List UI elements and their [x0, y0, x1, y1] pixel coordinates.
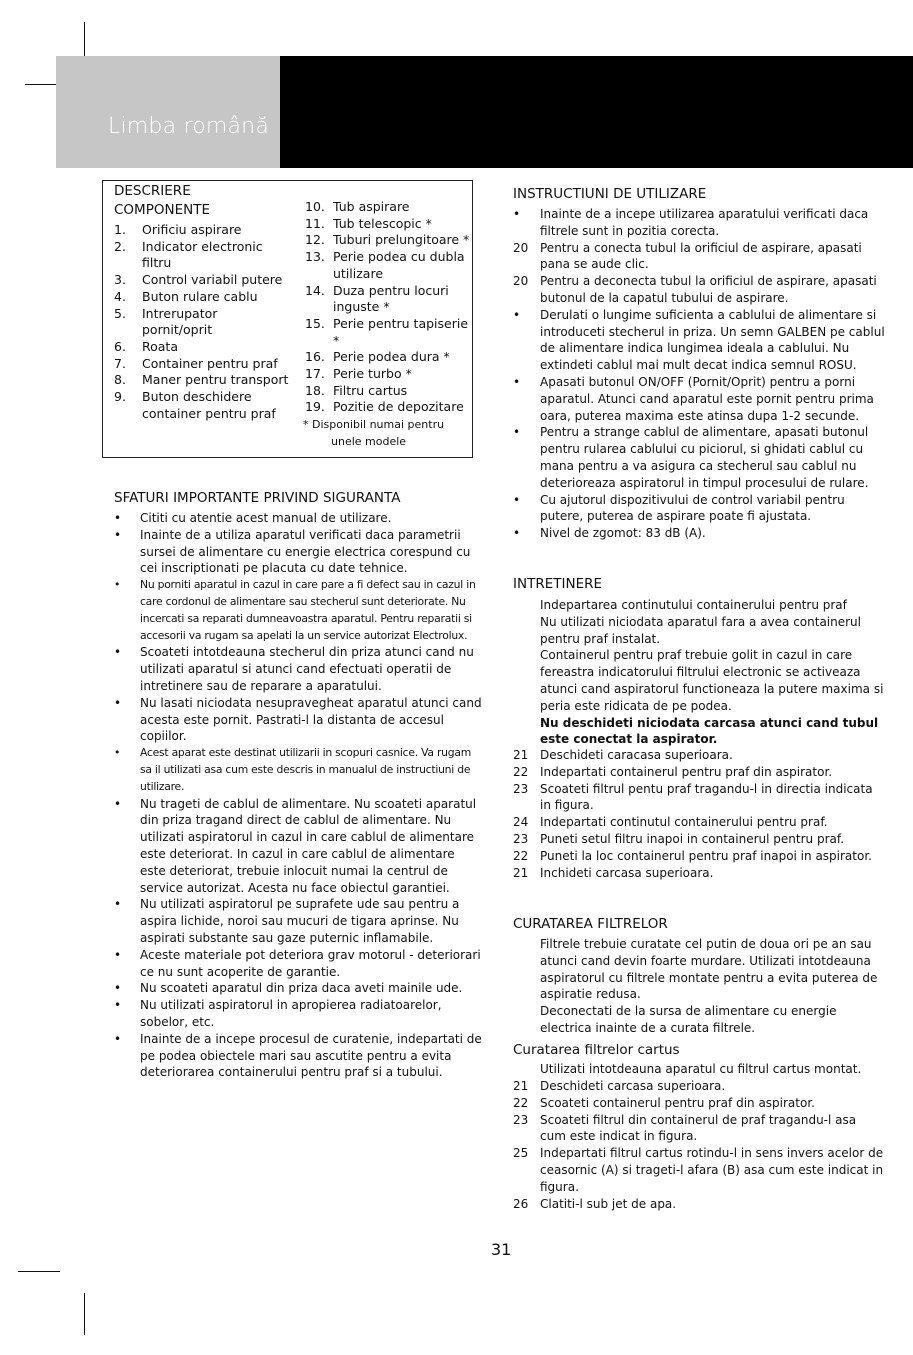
list-marker: • — [114, 645, 122, 660]
list-marker: • — [114, 578, 121, 592]
list-item-text: Indepartati containerul pentru praf din aspirator. — [540, 764, 833, 779]
list-item — [513, 1145, 885, 1195]
list-item-text: Filtru cartus — [333, 382, 408, 398]
list-item-text: Cititi cu atentie acest manual de utilizare. — [140, 511, 392, 525]
list-item — [114, 339, 289, 356]
list-item-text: Puneti la loc containerul pentru praf inapoi in aspirator. — [540, 848, 872, 863]
list-item-text: Scoateti containerul pentru praf din aspirator. — [540, 1095, 815, 1110]
list-marker: • — [114, 947, 122, 962]
list-marker: 9. — [114, 389, 126, 405]
list-item — [114, 1031, 484, 1081]
list-item — [513, 1078, 885, 1095]
page-title: Limba română — [108, 114, 269, 139]
list-item-text: Buton deschidere container pentru praf — [142, 389, 276, 421]
filters-steps — [513, 1078, 885, 1212]
list-marker: 23 — [513, 1112, 529, 1127]
list-item — [114, 510, 484, 527]
list-marker: 14. — [305, 282, 325, 298]
list-item-text: Deschideti carcasa superioara. — [540, 1079, 726, 1093]
list-marker: • — [513, 207, 521, 221]
list-item — [513, 831, 885, 848]
filters-intro: Filtrele trebuie curatate cel putin de doua ori pe an sau atunci cand devin foarte murdare. Utilizati intotdeauna aspiratorul cu filtrele montate pentru a evita puterea de aspiratie redusa. Deconectati de la sursa de alimentare cu energie electrica inainte de a curata filtrele. — [540, 937, 878, 1035]
list-item-text: Perie pentru tapiserie * — [333, 315, 469, 348]
list-item — [114, 272, 289, 289]
list-item — [305, 316, 475, 349]
list-marker: • — [114, 897, 122, 912]
list-item — [114, 796, 484, 897]
list-item-text: Nu utilizati aspiratorul in apropierea radiatoarelor, sobelor, etc. — [140, 998, 442, 1029]
list-marker: • — [114, 511, 122, 525]
list-item — [305, 199, 475, 216]
list-item-text: Nu scoateti aparatul din priza daca aveti mainile ude. — [140, 981, 463, 996]
list-item — [513, 492, 885, 526]
list-item-text: Inainte de a incepe procesul de curatenie, indepartati de pe podea obiectele mari sau ascutite pentru a evita deteriorarea containerului pentru praf si a tubului. — [140, 1031, 482, 1080]
list-item — [513, 424, 885, 491]
list-marker: 11. — [305, 215, 325, 231]
list-item-text: Apasati butonul ON/OFF (Pornit/Oprit) pentru a porni aparatul. Atunci cand aparatul este pornit pentru prima oara, puterea maxima este atinsa dupa 1-2 secunde. — [540, 374, 874, 423]
list-item-text: Nu lasati niciodata nesupravegheat aparatul atunci cand acesta este pornit. Pastrati-l la distanta de accesul copiilor. — [140, 695, 482, 744]
list-item-text: Roata — [142, 338, 178, 354]
list-item — [513, 814, 885, 831]
list-item — [114, 695, 484, 745]
list-item-text: Scoateti filtrul din containerul de praf tragandu-l asa cum este indicat in figura. — [540, 1112, 857, 1144]
list-marker: 25 — [513, 1146, 529, 1161]
list-item — [513, 1095, 885, 1112]
safety-heading: SFATURI IMPORTANTE PRIVIND SIGURANTA — [114, 490, 401, 506]
list-item-text: Aceste materiale pot deteriora grav motorul - deteriorari ce nu sunt acoperite de garantie. — [140, 947, 481, 979]
list-item-text: Nu porniti aparatul in cazul in care pare a fi defect sau in cazul in care cordonul de alimentare sau stecherul sunt deteriorate. Nu incercati sa reparati dumneavoastra aparatul. Pentru reparatii si accesorii va rugam sa apelati la un service autorizat Electrolux. — [140, 578, 476, 642]
list-item-text: Cu ajutorul dispozitivului de control variabil pentru putere, puterea de aspirare poate fi ajustata. — [540, 492, 845, 524]
list-marker: • — [513, 307, 521, 322]
list-item-text: Control variabil putere — [142, 272, 283, 288]
list-marker: 18. — [305, 382, 325, 398]
list-item-text: Scoateti intotdeauna stecherul din priza atunci cand nu utilizati aparatul si atunci cand efectuati operatii de intretinere sau de reparare a aparatului. — [140, 645, 474, 693]
components-note: * Disponibil numai pentru unele modele — [303, 418, 445, 448]
list-item-text: Intrerupator pornit/oprit — [142, 305, 218, 338]
list-item — [305, 283, 475, 316]
list-item — [305, 383, 475, 400]
list-item — [513, 1112, 885, 1146]
filters-heading: CURATAREA FILTRELOR — [513, 916, 668, 932]
list-item — [114, 389, 289, 422]
list-item-text: Orificiu aspirare — [142, 222, 242, 237]
page-number: 31 — [491, 1240, 512, 1259]
list-item-text: Maner pentru transport — [142, 372, 289, 388]
list-marker: • — [513, 492, 521, 507]
list-marker: 7. — [114, 355, 126, 371]
header-banner-grey — [56, 56, 280, 168]
list-item-text: Pentru a conecta tubul la orificiul de aspirare, apasati pana se aude clic. — [540, 240, 862, 272]
list-item — [114, 644, 484, 694]
list-item-text: Tuburi prelungitoare * — [333, 232, 470, 248]
list-item — [114, 980, 484, 997]
list-item — [513, 865, 885, 882]
list-item — [114, 289, 289, 306]
list-item-text: Derulati o lungime suficienta a cablului de alimentare si introduceti stecherul in priza. Un semn GALBEN pe cablul de alimentare indica lungimea ideala a cablului. Nu extindeti cablul mai mult decat indica semnul ROSU. — [540, 307, 885, 373]
list-marker: 19. — [305, 399, 325, 415]
list-marker: 21 — [513, 748, 529, 762]
list-marker: • — [114, 981, 122, 996]
list-marker: 8. — [114, 372, 126, 388]
crop-mark — [18, 1271, 60, 1272]
list-item-text: Puneti setul filtru inapoi in containerul pentru praf. — [540, 831, 845, 846]
list-item-text: Perie turbo * — [333, 366, 412, 382]
list-item — [305, 249, 475, 282]
list-marker: 12. — [305, 232, 325, 248]
maintenance-heading: INTRETINERE — [513, 576, 603, 592]
list-item-text: Duza pentru locuri inguste * — [333, 282, 449, 315]
maintenance-warning: Nu deschideti niciodata carcasa atunci cand tubul este conectat la aspirator. — [540, 715, 879, 747]
list-item — [305, 366, 475, 383]
components-list-left — [114, 222, 289, 422]
list-item — [114, 896, 484, 946]
list-item — [114, 222, 289, 239]
list-item-text: Indepartati filtrul cartus rotindu-l in sens invers acelor de ceasornic (A) si trageti-l afara (B) asa cum este indicat in figura. — [540, 1146, 884, 1194]
list-item — [513, 1196, 885, 1213]
list-marker: 6. — [114, 338, 126, 354]
list-item-text: Perie podea cu dubla utilizare — [333, 249, 465, 281]
list-marker: • — [513, 526, 521, 541]
list-item — [513, 206, 885, 240]
list-marker: 1. — [114, 222, 126, 237]
safety-list — [114, 510, 484, 1081]
list-marker: 20 — [513, 274, 529, 289]
list-item — [305, 216, 475, 233]
list-item-text: Indepartati continutul containerului pentru praf. — [540, 815, 828, 830]
list-marker: 26 — [513, 1196, 529, 1211]
list-marker: • — [114, 695, 122, 710]
list-marker: 17. — [305, 366, 325, 382]
list-item — [513, 374, 885, 424]
list-item — [114, 577, 484, 644]
usage-heading: INSTRUCTIUNI DE UTILIZARE — [513, 186, 707, 202]
list-item — [114, 239, 289, 272]
list-item-text: Scoateti filtrul pentu praf tragandu-l in directia indicata in figura. — [540, 781, 873, 813]
list-marker: • — [114, 527, 122, 542]
list-marker: 22 — [513, 1095, 529, 1110]
list-marker: • — [114, 796, 122, 811]
list-marker: 20 — [513, 240, 529, 255]
list-item — [513, 781, 885, 815]
list-marker: 21 — [513, 1079, 529, 1093]
list-item-text: Pozitie de depozitare — [333, 399, 464, 415]
list-item — [513, 240, 885, 274]
list-item — [305, 399, 475, 416]
list-marker: 24 — [513, 815, 529, 830]
list-item-text: Pentru a strange cablul de alimentare, apasati butonul pentru rularea cablului cu piciorul, si ghidati cablul cu mana pentru a va asigura ca stecherul sau cablul nu deterioreaza aspiratorul in timpul procesului de rulare. — [540, 425, 869, 490]
list-marker: 5. — [114, 305, 126, 321]
list-item — [114, 527, 484, 577]
list-item — [305, 232, 475, 249]
list-item — [513, 764, 885, 781]
list-marker: 23 — [513, 781, 529, 796]
components-box — [102, 180, 473, 458]
list-marker: • — [114, 1031, 122, 1046]
list-item — [513, 273, 885, 307]
list-marker: • — [513, 425, 521, 440]
list-item-text: Inainte de a utiliza aparatul verificati daca parametrii sursei de alimentare cu energie electrica corespund cu cei inscriptionati pe placuta cu date tehnice. — [140, 527, 471, 576]
list-marker: 22 — [513, 848, 529, 863]
list-item-text: Clatiti-l sub jet de apa. — [540, 1196, 677, 1211]
list-marker: 3. — [114, 272, 126, 288]
list-marker: 15. — [305, 315, 325, 331]
list-item-text: Nu utilizati aspiratorul pe suprafete ude sau pentru a aspira lichide, noroi sau mucuri de tigara aprinse. Nu aspirati substante sau gaze puternic inflamabile. — [140, 897, 460, 945]
list-item — [114, 745, 484, 795]
list-item-text: Tub telescopic * — [333, 215, 432, 231]
list-item-text: Nu trageti de cablul de alimentare. Nu scoateti aparatul din priza tragand direct de cablul de alimentare. Nu utilizati aspiratorul in cazul in care cablul de alimentare este deteriorat. In cazul in care cablul de alimentare este deteriorat, trebuie inlocuit numai la centrul de service autorizat. Acesta nu face obiectul garantiei. — [140, 796, 477, 895]
maintenance-steps — [513, 747, 885, 881]
list-item — [513, 747, 885, 764]
crop-mark — [84, 1293, 85, 1335]
list-item — [513, 307, 885, 374]
list-marker: • — [513, 374, 521, 389]
list-item-text: Tub aspirare — [333, 199, 410, 214]
list-marker: 13. — [305, 249, 325, 265]
list-marker: 22 — [513, 764, 529, 779]
list-item — [114, 306, 289, 339]
list-item — [114, 356, 289, 373]
list-marker: 21 — [513, 865, 529, 880]
list-item-text: Inainte de a incepe utilizarea aparatului verificati daca filtrele sunt in pozitia corecta. — [540, 207, 869, 238]
filters-subheading: Curatarea filtrelor cartus — [513, 1042, 680, 1058]
list-marker: 16. — [305, 349, 325, 365]
list-item-text: Acest aparat este destinat utilizarii in scopuri casnice. Va rugam sa il utilizati asa cum este descris in manualul de instructiuni de utilizare. — [140, 746, 471, 793]
list-item-text: Container pentru praf — [142, 355, 278, 371]
list-marker: • — [114, 998, 122, 1013]
header-banner-black — [280, 56, 913, 168]
list-marker: 10. — [305, 199, 325, 214]
list-item-text: Deschideti caracasa superioara. — [540, 748, 733, 762]
list-item-text: Perie podea dura * — [333, 349, 450, 365]
maintenance-intro: Indepartarea continutului containerului pentru praf Nu utilizati niciodata aparatul fara a avea containerul pentru praf instalat. Containerul pentru praf trebuie golit in cazul in care fereastra indicatorului filtrului electronic se activeaza atunci cand aspiratorul functioneaza la putere maxima si peria este ridicata de pe podea. Nu deschideti niciodata carcasa atunci cand tubul este conectat la aspirator. — [540, 598, 884, 747]
list-item — [114, 997, 484, 1031]
filters-sub-intro: Utilizati intotdeauna aparatul cu filtrul cartus montat. — [540, 1062, 862, 1076]
list-item — [513, 848, 885, 865]
usage-list — [513, 206, 885, 542]
list-item-text: Buton rulare cablu — [142, 288, 258, 304]
list-marker: 4. — [114, 288, 126, 304]
list-item-text: Nivel de zgomot: 83 dB (A). — [540, 526, 706, 541]
components-list-right — [305, 199, 475, 416]
list-item — [305, 349, 475, 366]
components-title: DESCRIERE COMPONENTE — [114, 183, 210, 218]
list-item-text: Inchideti carcasa superioara. — [540, 865, 714, 880]
list-marker: • — [114, 746, 121, 760]
list-item-text: Indicator electronic filtru — [142, 238, 263, 271]
list-item — [114, 947, 484, 981]
list-item — [114, 372, 289, 389]
list-item-text: Pentru a deconecta tubul la orificiul de aspirare, apasati butonul de la capatul tubului de aspirare. — [540, 274, 877, 305]
list-item — [513, 525, 885, 542]
list-marker: 23 — [513, 831, 529, 846]
list-marker: 2. — [114, 238, 126, 254]
